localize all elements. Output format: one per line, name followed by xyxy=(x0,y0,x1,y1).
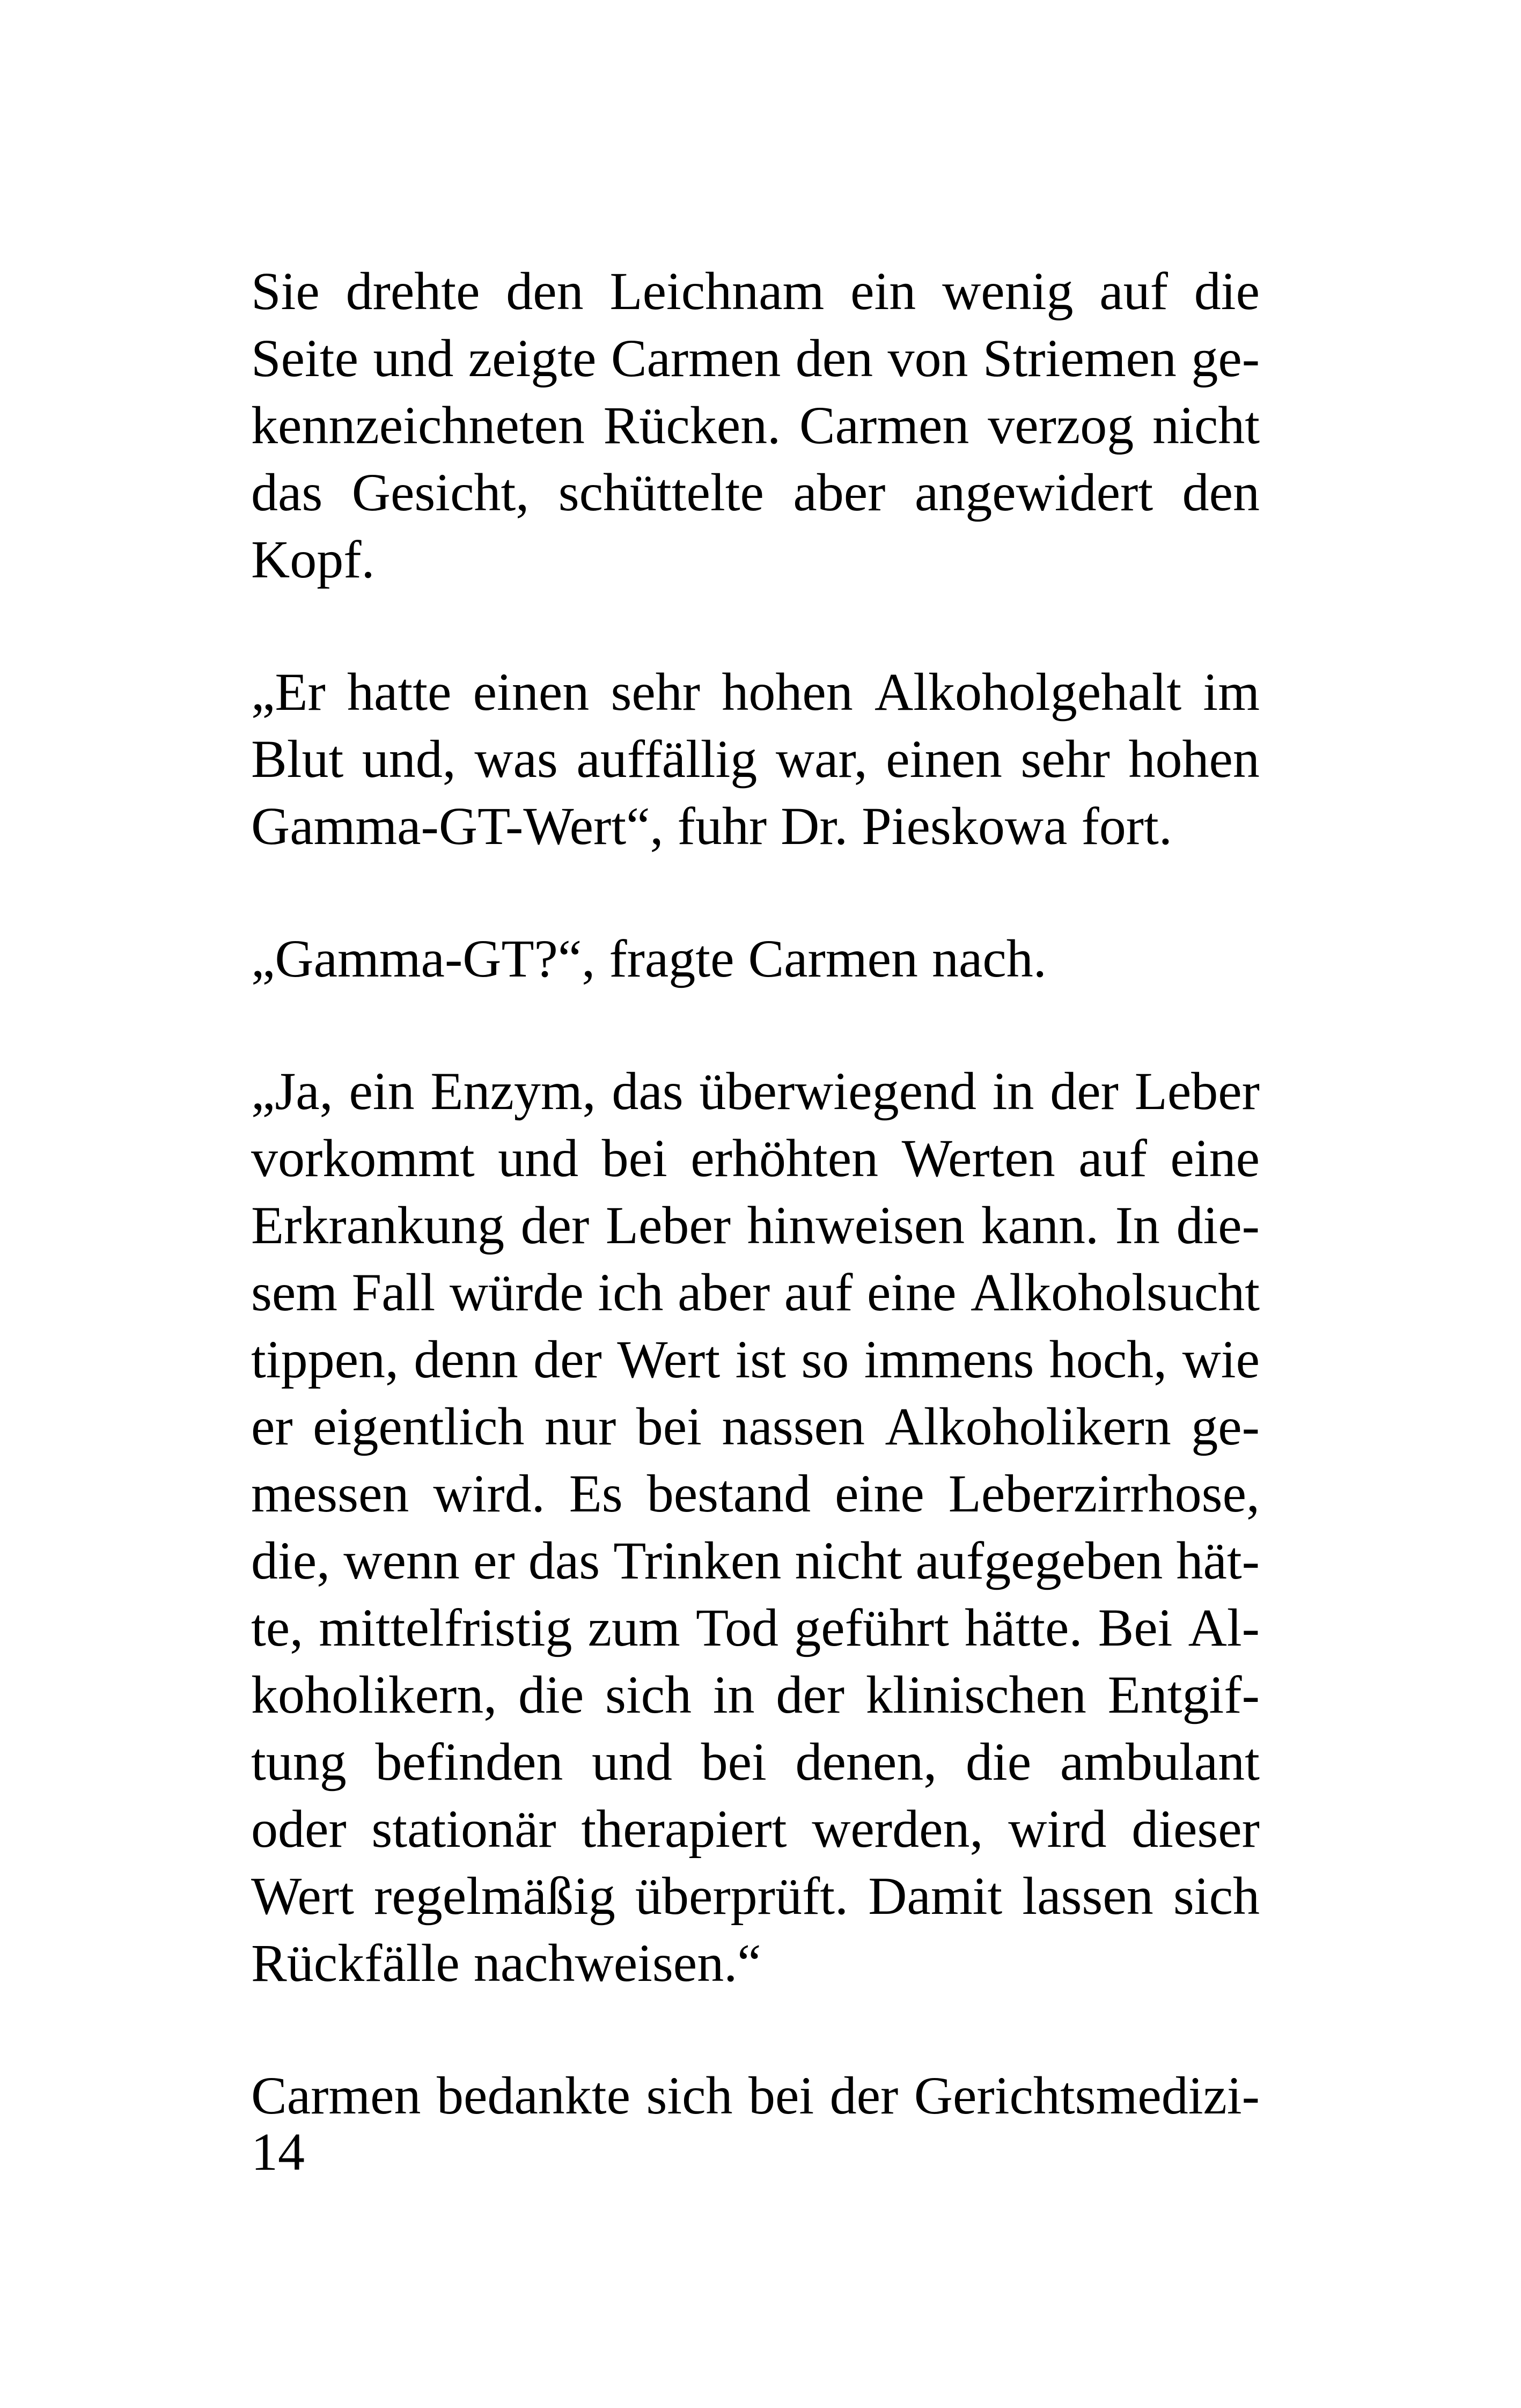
text-line xyxy=(251,1192,1260,1259)
text-line xyxy=(251,1661,1260,1728)
word: In xyxy=(1115,1195,1160,1255)
word: Kopf. xyxy=(251,530,375,589)
word: therapiert xyxy=(581,1799,787,1859)
word: nur xyxy=(544,1397,616,1456)
word: schüttelte xyxy=(558,462,764,522)
paragraph-3 xyxy=(251,925,1260,992)
word: Wert xyxy=(251,1866,354,1926)
word: bestand xyxy=(646,1464,811,1523)
word: und xyxy=(373,328,454,388)
word: der xyxy=(520,1195,590,1255)
word: ist xyxy=(735,1330,786,1389)
word: sich xyxy=(605,1665,692,1724)
word: sich xyxy=(1173,1866,1260,1926)
word: Carmen xyxy=(748,929,919,988)
word: eine xyxy=(866,1262,957,1322)
word: sehr xyxy=(1020,729,1110,789)
word: kann. xyxy=(981,1195,1099,1255)
word: auf xyxy=(784,1262,853,1322)
word: „Ja, xyxy=(251,1061,333,1121)
word: fuhr xyxy=(677,796,767,856)
word: immens xyxy=(864,1330,1034,1389)
word: hohen xyxy=(1128,729,1260,789)
word: tung xyxy=(251,1732,347,1792)
word: oder xyxy=(251,1799,347,1859)
word: zeigte xyxy=(468,328,597,388)
text-line xyxy=(251,392,1260,459)
word: „Er xyxy=(251,662,326,722)
paragraph-5 xyxy=(251,2062,1260,2129)
word: hät- xyxy=(1176,1531,1260,1590)
word: aufgegeben xyxy=(915,1531,1163,1590)
word: klinischen xyxy=(865,1665,1086,1724)
word: auf xyxy=(1078,1128,1147,1188)
text-line xyxy=(251,459,1260,526)
word: tippen, xyxy=(251,1330,399,1389)
text-line xyxy=(251,1259,1260,1326)
word: Alkoholsucht xyxy=(971,1262,1260,1322)
word: drehte xyxy=(346,261,480,321)
text-line xyxy=(251,925,1260,992)
word: Blut xyxy=(251,729,344,789)
word: der xyxy=(776,1665,845,1724)
word: den xyxy=(506,261,584,321)
word: bei xyxy=(748,2066,814,2125)
text-line xyxy=(251,1527,1260,1594)
word: überwiegend xyxy=(699,1061,976,1121)
paragraph-gap xyxy=(251,593,1260,658)
word: im xyxy=(1203,662,1260,722)
word: Pieskowa xyxy=(862,796,1068,856)
word: Erkrankung xyxy=(251,1195,505,1255)
word: er xyxy=(473,1531,515,1590)
word: und xyxy=(592,1732,672,1792)
word: fragte xyxy=(609,929,734,988)
text-line xyxy=(251,526,1260,593)
word: erhöhten xyxy=(690,1128,879,1188)
text-line xyxy=(251,325,1260,392)
word: Seite xyxy=(251,328,358,388)
word: Bei xyxy=(1098,1598,1173,1657)
word: ge- xyxy=(1191,1397,1260,1456)
word: Enzym, xyxy=(430,1061,596,1121)
word: sich xyxy=(646,2066,733,2125)
word: fort. xyxy=(1081,796,1172,856)
text-line xyxy=(251,1929,1260,1996)
text-line xyxy=(251,1862,1260,1929)
text-line xyxy=(251,1728,1260,1795)
word: Leber xyxy=(1134,1061,1260,1121)
word: das xyxy=(612,1061,684,1121)
word: aber xyxy=(678,1262,770,1322)
word: hoch, xyxy=(1049,1330,1167,1389)
text-line xyxy=(251,725,1260,792)
word: bei xyxy=(701,1732,767,1792)
word: wird. xyxy=(433,1464,545,1523)
text-line xyxy=(251,1594,1260,1661)
word: Carmen xyxy=(799,395,969,455)
word: ein xyxy=(349,1061,415,1121)
word: Dr. xyxy=(781,796,848,856)
word: Trinken xyxy=(613,1531,782,1590)
word: te, xyxy=(251,1598,304,1657)
word: von xyxy=(887,328,968,388)
page-number: 14 xyxy=(251,2122,305,2182)
word: denen, xyxy=(795,1732,937,1792)
word: denn xyxy=(414,1330,518,1389)
word: Gamma-GT-Wert“, xyxy=(251,796,664,856)
word: nassen xyxy=(722,1397,865,1456)
word: hinweisen xyxy=(747,1195,965,1255)
word: das xyxy=(251,462,323,522)
text-line xyxy=(251,1795,1260,1862)
word: nicht xyxy=(1152,395,1260,455)
word: so xyxy=(801,1330,849,1389)
word: ein xyxy=(850,261,916,321)
text-line xyxy=(251,2062,1260,2129)
word: würde xyxy=(449,1262,584,1322)
text-line xyxy=(251,658,1260,725)
word: wenn xyxy=(343,1531,460,1590)
word: kennzeichneten xyxy=(251,395,585,455)
word: das xyxy=(528,1531,600,1590)
word: in xyxy=(992,1061,1034,1121)
word: geführt xyxy=(794,1598,949,1657)
text-line xyxy=(251,1125,1260,1192)
text-line xyxy=(251,792,1260,860)
word: bei xyxy=(601,1128,667,1188)
word: Al- xyxy=(1188,1598,1260,1657)
word: in xyxy=(712,1665,755,1724)
word: Rückfälle xyxy=(251,1933,460,1993)
word: der xyxy=(1050,1061,1119,1121)
word: Fall xyxy=(351,1262,436,1322)
word: lassen xyxy=(1022,1866,1153,1926)
text-line xyxy=(251,1460,1260,1527)
word: befinden xyxy=(375,1732,563,1792)
word: Es xyxy=(569,1464,623,1523)
paragraph-1 xyxy=(251,258,1260,593)
word: nachweisen.“ xyxy=(473,1933,761,1993)
word: ambulant xyxy=(1060,1732,1260,1792)
word: verzog xyxy=(988,395,1134,455)
word: hätte. xyxy=(965,1598,1083,1657)
text-line xyxy=(251,258,1260,325)
word: Alkoholgehalt xyxy=(875,662,1182,722)
paragraph-2 xyxy=(251,658,1260,860)
word: eine xyxy=(1170,1128,1260,1188)
word: Werten xyxy=(901,1128,1055,1188)
word: Leichnam xyxy=(609,261,825,321)
word: die xyxy=(518,1665,584,1724)
word: Wert xyxy=(617,1330,721,1389)
word: ge- xyxy=(1191,328,1260,388)
word: Entgif- xyxy=(1107,1665,1260,1724)
word: eigentlich xyxy=(313,1397,525,1456)
word: dieser xyxy=(1131,1799,1260,1859)
word: nicht xyxy=(795,1531,902,1590)
word: war, xyxy=(775,729,868,789)
word: der xyxy=(829,2066,899,2125)
word: aber xyxy=(793,462,886,522)
word: Gesicht, xyxy=(351,462,530,522)
word: und, xyxy=(362,729,456,789)
text-line xyxy=(251,1058,1260,1125)
word: einen xyxy=(886,729,1002,789)
word: bedankte xyxy=(437,2066,630,2125)
word: wenig xyxy=(942,261,1074,321)
paragraph-gap xyxy=(251,860,1260,925)
word: Carmen xyxy=(611,328,781,388)
word: vorkommt xyxy=(251,1128,475,1188)
word: den xyxy=(795,328,873,388)
word: Leberzirrhose, xyxy=(948,1464,1260,1523)
word: messen xyxy=(251,1464,409,1523)
word: was xyxy=(474,729,558,789)
word: Striemen xyxy=(982,328,1177,388)
word: werden, xyxy=(812,1799,983,1859)
word: sehr xyxy=(611,662,701,722)
word: mittelfristig xyxy=(319,1598,572,1657)
paragraph-gap xyxy=(251,992,1260,1058)
word: regelmäßig xyxy=(374,1866,615,1926)
word: Rücken. xyxy=(603,395,781,455)
word: die xyxy=(1194,261,1260,321)
word: Carmen xyxy=(251,2066,421,2125)
word: wie xyxy=(1182,1330,1260,1389)
word: Sie xyxy=(251,261,320,321)
word: einen xyxy=(473,662,590,722)
word: die xyxy=(965,1732,1032,1792)
word: den xyxy=(1182,462,1260,522)
word: zum xyxy=(587,1598,680,1657)
word: Leber xyxy=(605,1195,731,1255)
word: überprüft. xyxy=(635,1866,849,1926)
page-body-text xyxy=(251,258,1260,2129)
paragraph-gap xyxy=(251,1996,1260,2062)
word: eine xyxy=(835,1464,924,1523)
word: angewidert xyxy=(914,462,1153,522)
word: Alkoholikern xyxy=(885,1397,1171,1456)
word: Damit xyxy=(868,1866,1003,1926)
word: die, xyxy=(251,1531,330,1590)
word: hohen xyxy=(722,662,853,722)
word: die- xyxy=(1176,1195,1260,1255)
word: koholikern, xyxy=(251,1665,497,1724)
word: er xyxy=(251,1397,293,1456)
word: wird xyxy=(1008,1799,1107,1859)
word: sem xyxy=(251,1262,338,1322)
word: nach. xyxy=(932,929,1047,988)
word: auf xyxy=(1099,261,1168,321)
word: und xyxy=(498,1128,579,1188)
word: auffällig xyxy=(576,729,758,789)
word: ich xyxy=(598,1262,664,1322)
paragraph-4 xyxy=(251,1058,1260,1996)
word: Gerichtsmedizi- xyxy=(914,2066,1260,2125)
word: Tod xyxy=(695,1598,779,1657)
text-line xyxy=(251,1393,1260,1460)
word: hatte xyxy=(347,662,452,722)
word: stationär xyxy=(371,1799,556,1859)
word: der xyxy=(533,1330,602,1389)
text-line xyxy=(251,1326,1260,1393)
word: „Gamma-GT?“, xyxy=(251,929,596,988)
word: bei xyxy=(636,1397,702,1456)
